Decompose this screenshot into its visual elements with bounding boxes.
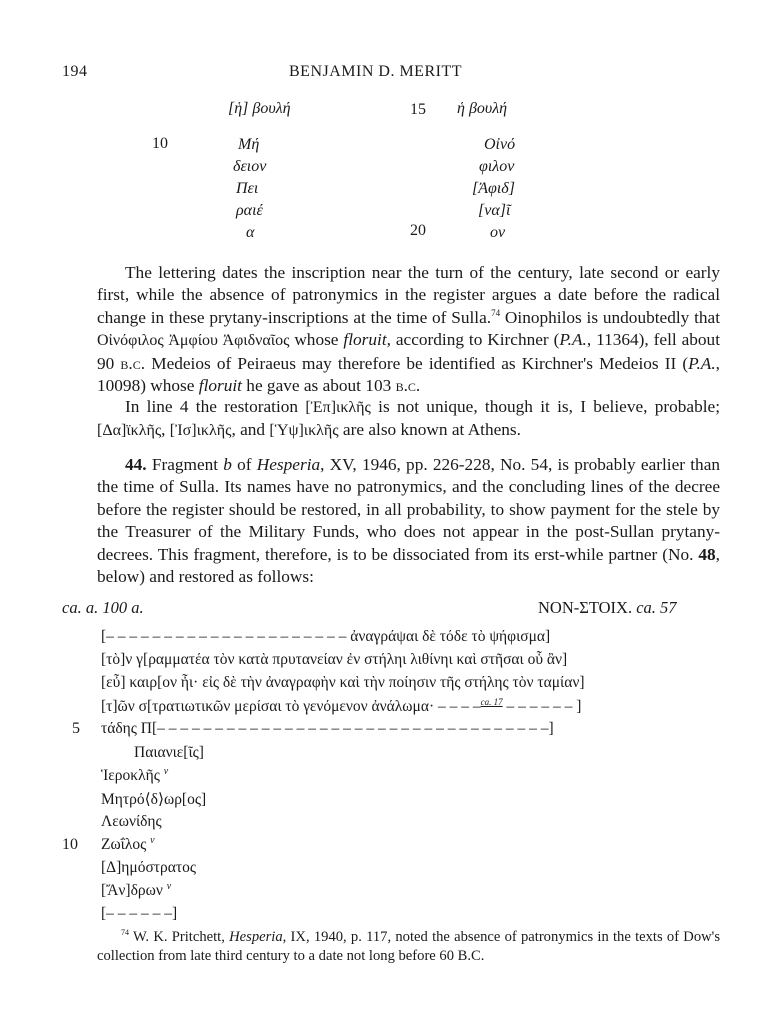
register-col1-line: α xyxy=(246,224,255,241)
footnote-marker: 74 xyxy=(121,928,129,938)
register-col1-line: ραιέ xyxy=(236,202,263,219)
register-col2-line: [Ἀφιδ] xyxy=(472,180,515,197)
section-44: 44. Fragment b of Hesperia, XV, 1946, pp. 226-228, No. 54, is probably earlier than the time of Sulla. Its names have no patronymics, and the concluding lines of the decree before the register should be restored, in all probability, to show payment for the stele by the Treasurer of the Military Funds, who does not appear in the post-Sullan prytany-decrees. This fragment, therefore, is to be dissociated from its erst-while partner (No. 48, below) and restored as follows: xyxy=(97,455,720,587)
register-col2-line: Οἰνό xyxy=(484,136,516,153)
inscription-line: [τὸ]ν γ[ραμματέα τὸν κατὰ πρυτανείαν ἐν στήληι λιθίνηι καὶ στῆσαι οὗ ἂν] xyxy=(101,651,568,668)
inscription-line-number-5: 5 xyxy=(72,720,80,737)
list-item: [Δ]ημόστρατος xyxy=(101,859,197,876)
list-item: Μητρό⟨δ⟩ωρ[ος] xyxy=(101,791,207,808)
register-col2-line: [να]ῖ xyxy=(478,202,511,219)
section-number: 44. xyxy=(125,455,147,474)
inscription-line: [τ]ῶν σ[τρατιωτικῶν μερίσαι τὸ γενόμενον ἀνάλωμα· – – – –$^{ca. 17}$ – – – – – – ] xyxy=(101,697,582,716)
inscription-format: NON-ΣΤΟΙΧ. ca. 57 xyxy=(538,598,677,617)
register-line-number-15: 15 xyxy=(410,101,426,118)
running-title: BENJAMIN D. MERITT xyxy=(289,63,462,80)
register-col1-line: Μή xyxy=(238,136,260,153)
list-item: Παιανιε[ῖς] xyxy=(134,744,204,761)
inscription-line-number-10: 10 xyxy=(62,836,78,853)
footnote-ref[interactable]: 74 xyxy=(491,308,501,319)
list-item: [– – – – – –] xyxy=(101,905,178,922)
inscription-line: [– – – – – – – – – – – – – – – – – – – – – ἀναγράψαι δὲ τόδε τὸ ψήφισμα] xyxy=(101,628,551,645)
body-paragraph-2: In line 4 the restoration [Ἐπ]ικλῆς is not unique, though it is, I believe, probable; [Δα]ϊκλῆς, [Ἰσ]ικλῆς, and [Ὑψ]ικλῆς are also known at Athens. xyxy=(97,397,720,440)
greek-name: Οἰνόφιλος Ἀμφίου Ἀφιδναῖος xyxy=(97,332,290,350)
footnote: $^{74}$ W. K. Pritchett, Hesperia, IX, 1940, p. 117, noted the absence of patronymics in the texts of Dow's collection from late third century to a date not long before 60 B.C. xyxy=(97,928,720,964)
list-item: [Ἄν]δρων $^v$ xyxy=(101,880,172,899)
register-col2-line: ον xyxy=(490,224,506,241)
register-line-number-10: 10 xyxy=(152,135,168,152)
body-paragraph-1: The lettering dates the inscription near the turn of the century, late second or early first, while the absence of patronymics in the register argues a date before the radical change in these prytany-inscriptions at the time of Sulla.$^{74}$ Oinophilos is undoubtedly that Οἰνόφιλος Ἀμφίου Ἀφιδναῖος whose floruit, according to Kirchner (P.A., 11364), fell about 90 b.c. Medeios of Peiraeus may therefore be identified as Kirchner's Medeios II (P.A., 10098) whose floruit he gave as about 103 b.c. xyxy=(97,263,721,396)
inscription-line: τάδης Π[– – – – – – – – – – – – – – – – – – – – – – – – – – – – – – – – – –] xyxy=(101,720,554,737)
list-item: Λεωνίδης xyxy=(101,813,162,830)
page-number: 194 xyxy=(62,63,88,80)
register-col2-line: φιλον xyxy=(479,158,515,175)
inscription-line: [εὖ] καιρ[ον ἦι· εἰς δὲ τὴν ἀναγραφὴν καὶ τὴν ποίησιν τῆς στήλης τὸν ταμίαν] xyxy=(101,674,585,691)
register-col1-line: δειον xyxy=(233,158,267,175)
register-col1-line: Πει xyxy=(236,180,259,197)
register-line-number-20: 20 xyxy=(410,222,426,239)
register-col1-head: [ἡ] βουλή xyxy=(228,100,291,117)
inscription-date: ca. a. 100 a. xyxy=(62,598,144,617)
list-item: Ἱεροκλῆς $^v$ xyxy=(101,765,169,784)
register-col2-head: ἡ βουλή xyxy=(457,100,508,117)
list-item: Ζωΐλος $^v$ xyxy=(101,834,155,853)
